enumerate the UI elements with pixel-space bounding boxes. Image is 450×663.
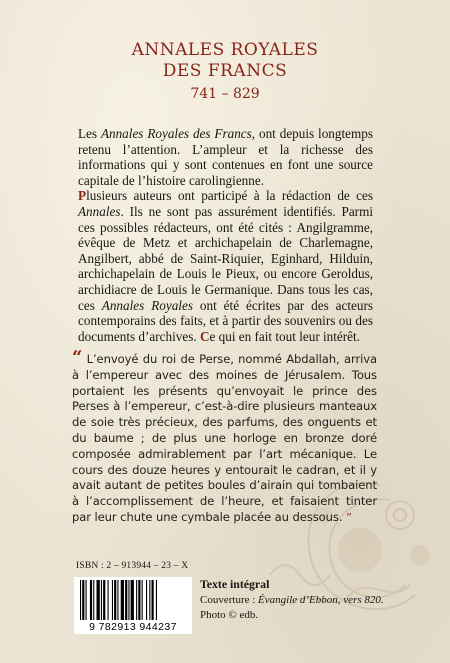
barcode-bar — [142, 580, 143, 620]
barcode-bar — [138, 580, 140, 620]
barcode-bar — [149, 580, 150, 620]
intro-p1-start: Les — [78, 126, 101, 141]
quote-text: L’envoyé du roi de Perse, nommé Abdallah, arriva à l’empereur avec des moines de Jérusalem. Tous portaient les présents qu’envoyait le prince des Perses à l’empereur, c’est-à-dire plusieurs manteaux de soie très précieux, des parfums, des onguents et du baume ; de plus une horloge en bronze doré composée admirablement par l’art mécanique. Le cours des douze heures y entourait le cadran, et il y avait autant de petites boules d’airain qui tombaient à l’accomplissement de l’heure, et faisaient tinter par leur chute une cymbale placée au dessous. — [72, 352, 377, 524]
intro-p2-end: e qui en fait tout leur intérêt. — [209, 328, 360, 344]
barcode-bar — [128, 580, 129, 620]
barcode-bar — [97, 580, 100, 620]
intro-paragraph-2 — [78, 188, 373, 344]
intro-p2-middle: . Ils ne sont pas assurément identifiés. Parmi ces possibles rédacteurs, ont été cités : Angilgramme, évêque de Metz et archichapelain de Charlemagne, Angilbert, abbé de Saint-Riquier, Eginhard, Hilduin, archichapelain de Louis le Pieux, ou encore Geroldus, archidiacre de Louis le Germanique. Dans tous les cas, ces — [78, 203, 373, 313]
barcode-bar — [93, 580, 94, 620]
cover-credit-title: Évangile d’Ebbon, vers 820. — [258, 594, 384, 606]
intro-paragraph-1 — [78, 126, 373, 188]
barcode-bar — [103, 580, 105, 620]
barcode-bar — [136, 580, 137, 620]
intro-p2-annales: Annales — [78, 203, 121, 219]
barcode-bar — [90, 580, 92, 620]
texte-integral: Texte intégral — [200, 577, 270, 591]
photo-credit: Photo © edb. — [200, 609, 259, 621]
intro-p2-start: lusieurs auteurs ont participé à la rédaction de ces — [86, 188, 373, 204]
barcode-bar — [112, 580, 113, 620]
barcode-bar — [131, 580, 134, 620]
title-line-2: DES FRANCS — [162, 61, 288, 81]
barcode-bar — [114, 580, 116, 620]
barcode-bar — [156, 580, 157, 620]
intro-p1-title: Annales Royales des Francs — [100, 126, 252, 141]
barcode-bar — [146, 580, 147, 620]
intro-p1-rest: , ont depuis longtemps retenu l’attention. L’ampleur et la richesse des informations qui y sont contenues en font une source capitale de l’histoire carolingienne. — [78, 126, 373, 188]
cover-credit-label: Couverture : — [200, 594, 259, 606]
dropcap-p: P — [78, 188, 87, 204]
isbn: ISBN : 2 – 913944 – 23 – X — [76, 561, 189, 571]
barcode-bar — [121, 580, 124, 620]
quote-excerpt — [72, 347, 377, 526]
barcode-bar — [80, 580, 81, 620]
cover-credit — [200, 594, 384, 606]
barcode-bar — [82, 580, 84, 620]
intro-p2-annales-royales: Annales Royales — [101, 297, 193, 313]
title-line-1: ANNALES ROYALES — [131, 40, 319, 60]
intro-text — [78, 126, 373, 344]
book-title — [0, 40, 450, 105]
quote-open-mark: “ — [72, 347, 83, 368]
barcode-digits: 9 782913 944237 — [74, 621, 192, 633]
barcode-bar — [125, 580, 127, 620]
quote-close-mark: ” — [346, 509, 352, 524]
title-dates: 741 – 829 — [190, 86, 260, 102]
dropcap-c: C — [199, 328, 210, 344]
barcode-bar — [86, 580, 87, 620]
barcode-bar — [101, 580, 102, 620]
barcode-bar — [117, 580, 118, 620]
barcode-bar — [108, 580, 109, 620]
intro-p2-continued: ont été écrites par des acteurs contemporains des faits, et à partir des souvenirs ou des documents d’archives. — [78, 297, 373, 344]
barcode-bar — [152, 580, 154, 620]
